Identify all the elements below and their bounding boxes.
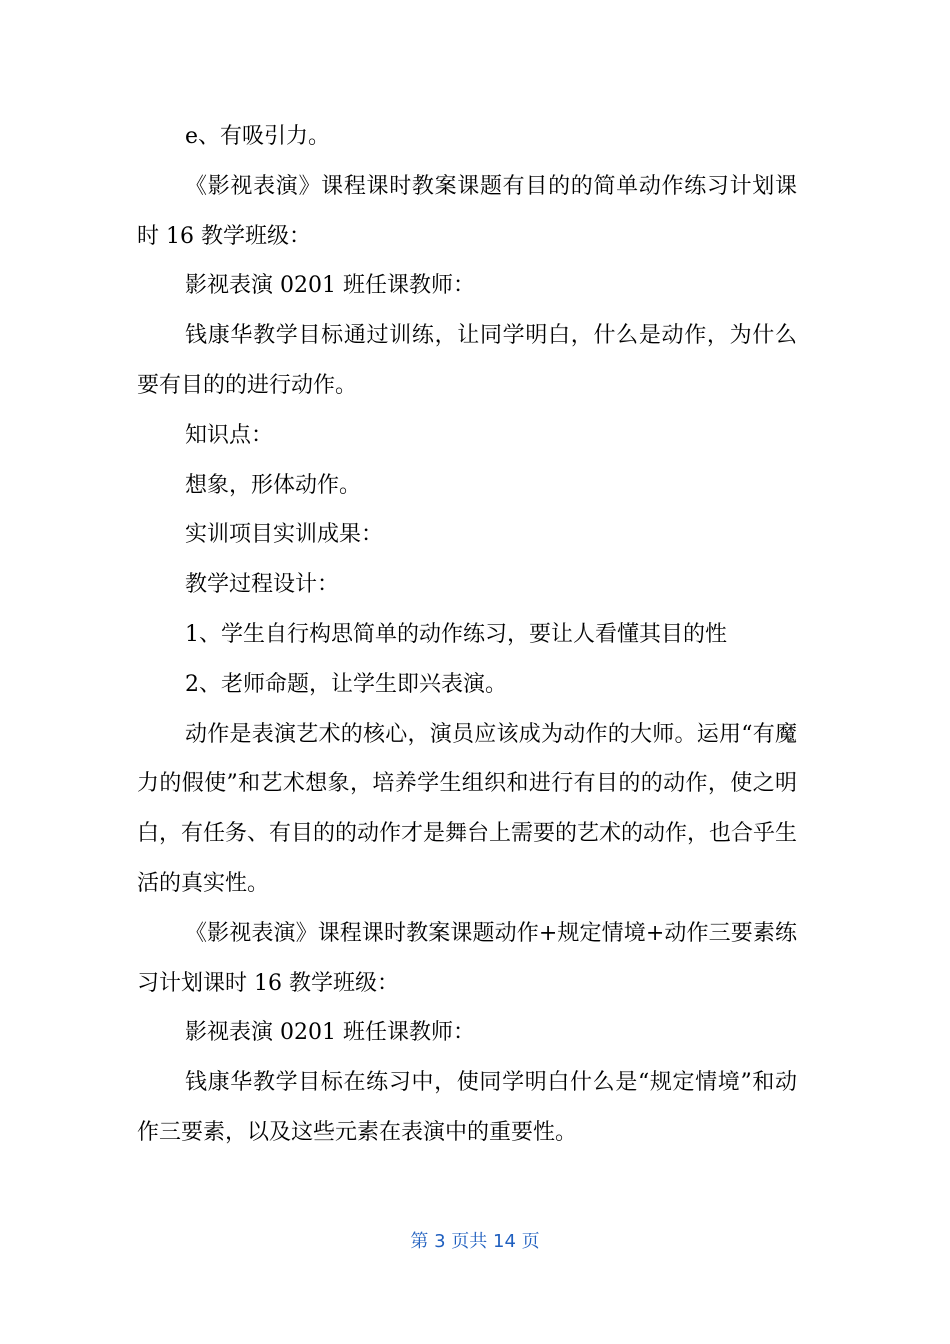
- paragraph: 钱康华教学目标在练习中，使同学明白什么是“规定情境”和动作三要素，以及这些元素在表演中的重要性。: [137, 1070, 797, 1145]
- paragraph: e、有吸引力。: [185, 124, 331, 149]
- paragraph: 动作是表演艺术的核心，演员应该成为动作的大师。运用“有魔力的假使”和艺术想象，培养学生组织和进行有目的的动作，使之明白，有任务、有目的的动作才是舞台上需要的艺术的动作，也合乎生活的真实性。: [137, 721, 798, 896]
- paragraph: 钱康华教学目标通过训练，让同学明白，什么是动作，为什么要有目的的进行动作。: [137, 323, 797, 398]
- paragraph: 《影视表演》课程课时教案课题动作+规定情境+动作三要素练习计划课时 16 教学班级：: [137, 920, 797, 996]
- paragraph: 2、老师命题，让学生即兴表演。: [185, 671, 507, 697]
- document-body: [137, 112, 797, 1158]
- paragraph: 知识点：: [185, 422, 274, 448]
- paragraph: 1、学生自行构思简单的动作练习，要让人看懂其目的性: [185, 621, 727, 647]
- paragraph: 想象，形体动作。: [185, 472, 362, 498]
- paragraph: 《影视表演》课程课时教案课题有目的的简单动作练习计划课时 16 教学班级：: [137, 173, 797, 249]
- paragraph: 教学过程设计：: [185, 572, 340, 598]
- paragraph: 实训项目实训成果：: [185, 522, 384, 548]
- paragraph: 影视表演 0201 班任课教师：: [185, 1020, 475, 1046]
- page-number-footer: 第 3 页共 14 页: [410, 1231, 540, 1252]
- paragraph: 影视表演 0201 班任课教师：: [185, 273, 475, 299]
